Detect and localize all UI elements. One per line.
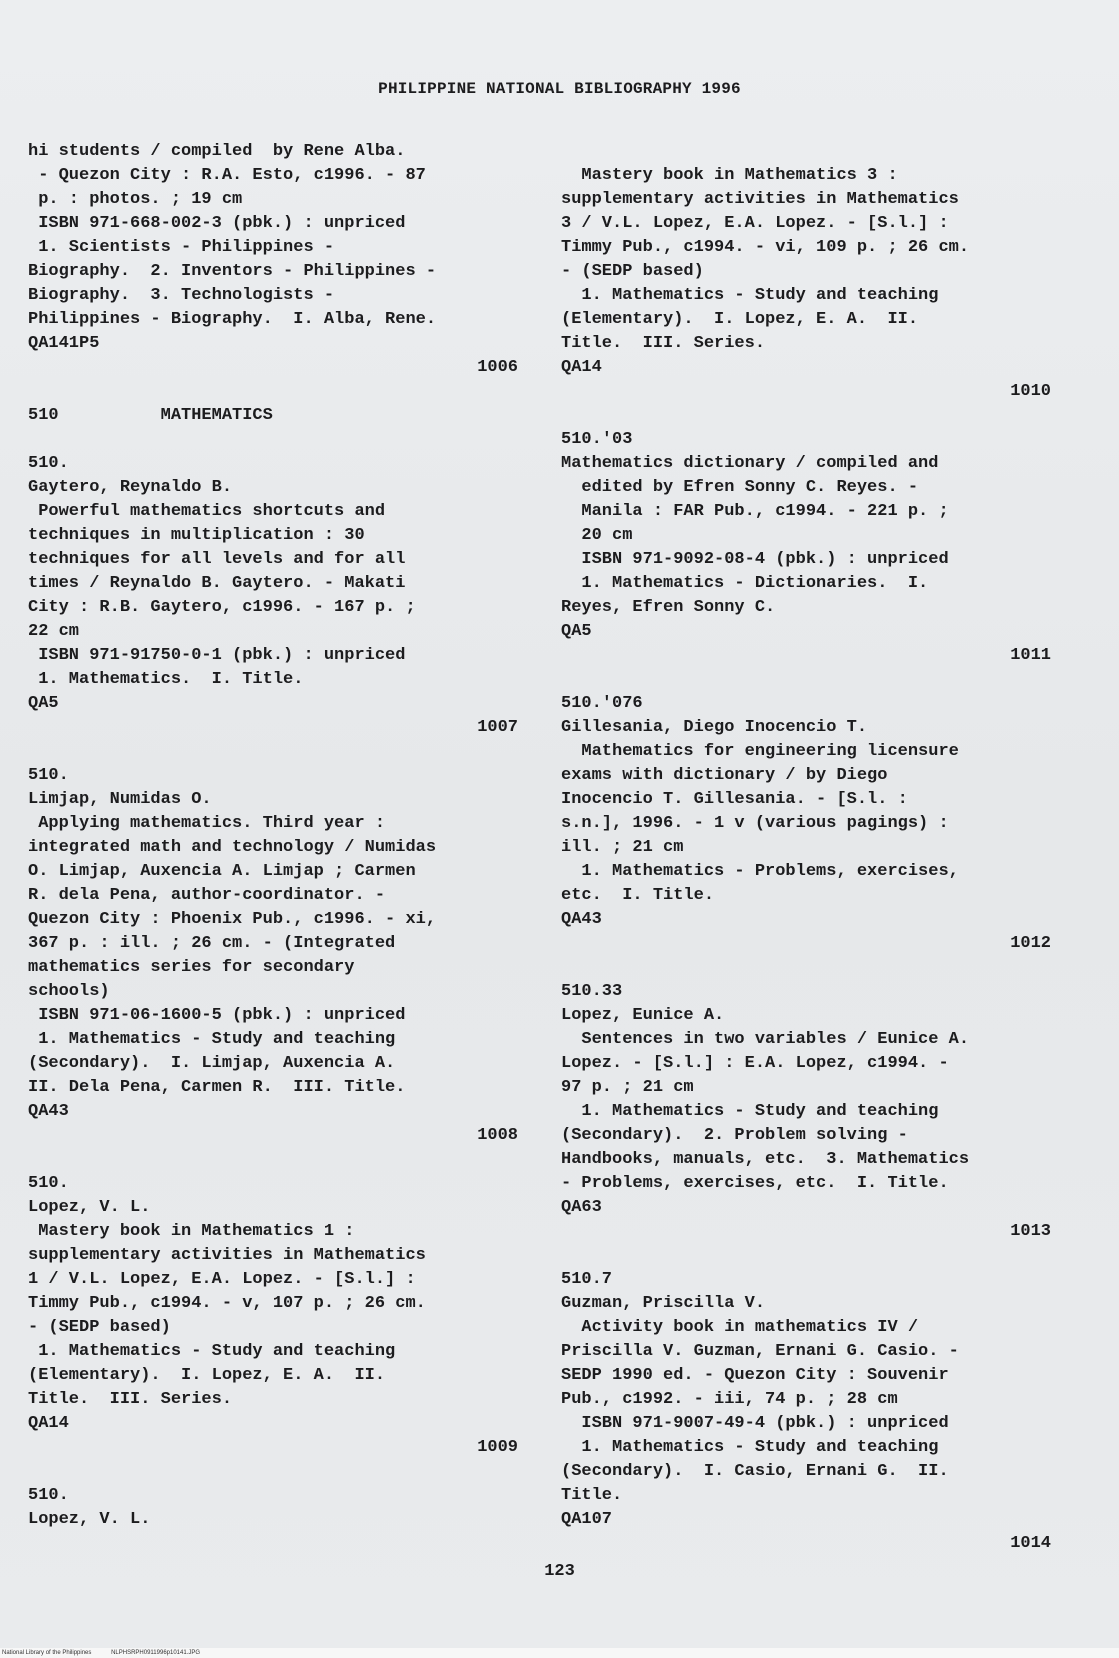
text-line: 510. bbox=[28, 454, 69, 473]
left-column bbox=[28, 140, 518, 1532]
text-line: Limjap, Numidas O. bbox=[28, 790, 212, 809]
text-line: edited by Efren Sonny C. Reyes. - bbox=[561, 478, 919, 497]
text-line: Activity book in mathematics IV / bbox=[561, 1318, 919, 1337]
text-line: Timmy Pub., c1994. - v, 107 p. ; 26 cm. bbox=[28, 1294, 426, 1313]
blank-line bbox=[561, 668, 1051, 692]
text-line: Mastery book in Mathematics 1 : bbox=[28, 1222, 355, 1241]
blank-line bbox=[28, 740, 518, 764]
text-line: Timmy Pub., c1994. - vi, 109 p. ; 26 cm. bbox=[561, 238, 970, 257]
text-line: hi students / compiled by Rene Alba. bbox=[28, 142, 406, 161]
text-line: ISBN 971-06-1600-5 (pbk.) : unpriced bbox=[28, 1006, 406, 1025]
text-line: schools) bbox=[28, 982, 110, 1001]
text-line: Lopez, Eunice A. bbox=[561, 1006, 725, 1025]
text-line: 1. Mathematics - Study and teaching bbox=[28, 1030, 396, 1049]
text-line: Powerful mathematics shortcuts and bbox=[28, 502, 386, 521]
text-line: integrated math and technology / Numidas bbox=[28, 838, 437, 857]
text-line: 20 cm bbox=[561, 526, 633, 545]
text-line: s.n.], 1996. - 1 v (various pagings) : bbox=[561, 814, 949, 833]
text-line: - Quezon City : R.A. Esto, c1996. - 87 bbox=[28, 166, 426, 185]
text-line: Guzman, Priscilla V. bbox=[561, 1294, 766, 1313]
blank-line bbox=[28, 1148, 518, 1172]
text-line: 1 / V.L. Lopez, E.A. Lopez. - [S.l.] : bbox=[28, 1270, 416, 1289]
blank-line bbox=[561, 1244, 1051, 1268]
text-line: 510 MATHEMATICS bbox=[28, 406, 273, 425]
entry-number: 1012 bbox=[1010, 934, 1051, 953]
text-line: 367 p. : ill. ; 26 cm. - (Integrated bbox=[28, 934, 396, 953]
text-line: Title. III. Series. bbox=[28, 1390, 233, 1409]
blank-line bbox=[28, 428, 518, 452]
text-line: - (SEDP based) bbox=[28, 1318, 171, 1337]
text-line: Priscilla V. Guzman, Ernani G. Casio. - bbox=[561, 1342, 959, 1361]
text-line: supplementary activities in Mathematics bbox=[28, 1246, 426, 1265]
text-line: 510.33 bbox=[561, 982, 623, 1001]
text-line: Applying mathematics. Third year : bbox=[28, 814, 386, 833]
blank-line bbox=[28, 1460, 518, 1484]
text-line: Mathematics dictionary / compiled and bbox=[561, 454, 939, 473]
text-line: Biography. 2. Inventors - Philippines - bbox=[28, 262, 437, 281]
text-line: supplementary activities in Mathematics bbox=[561, 190, 959, 209]
text-line: 1. Mathematics - Study and teaching bbox=[28, 1342, 396, 1361]
text-line: 1. Mathematics - Problems, exercises, bbox=[561, 862, 959, 881]
text-line: - (SEDP based) bbox=[561, 262, 704, 281]
text-line: 510. bbox=[28, 1486, 69, 1505]
text-line: techniques in multiplication : 30 bbox=[28, 526, 365, 545]
entry-number: 1009 bbox=[477, 1438, 518, 1457]
text-line: 1. Mathematics - Study and teaching bbox=[561, 1102, 939, 1121]
text-line: 3 / V.L. Lopez, E.A. Lopez. - [S.l.] : bbox=[561, 214, 949, 233]
text-line: SEDP 1990 ed. - Quezon City : Souvenir bbox=[561, 1366, 949, 1385]
text-line: II. Dela Pena, Carmen R. III. Title. bbox=[28, 1078, 406, 1097]
entry-number: 1013 bbox=[1010, 1222, 1051, 1241]
text-line: 510. bbox=[28, 766, 69, 785]
text-line: techniques for all levels and for all bbox=[28, 550, 406, 569]
text-line: QA43 bbox=[561, 910, 602, 929]
text-line: QA5 bbox=[561, 622, 592, 641]
footer-library: National Library of the Philippines bbox=[2, 1650, 92, 1656]
text-line: ISBN 971-668-002-3 (pbk.) : unpriced bbox=[28, 214, 406, 233]
text-line: (Secondary). 2. Problem solving - bbox=[561, 1126, 908, 1145]
text-line: ISBN 971-9007-49-4 (pbk.) : unpriced bbox=[561, 1414, 949, 1433]
text-line: 510.'03 bbox=[561, 430, 633, 449]
text-line: QA14 bbox=[561, 358, 602, 377]
text-line: 1. Scientists - Philippines - bbox=[28, 238, 335, 257]
entry-number: 1014 bbox=[1010, 1534, 1051, 1553]
text-line: Pub., c1992. - iii, 74 p. ; 28 cm bbox=[561, 1390, 898, 1409]
text-line: 1. Mathematics. I. Title. bbox=[28, 670, 304, 689]
page-number: 123 bbox=[544, 1562, 575, 1581]
text-line: mathematics series for secondary bbox=[28, 958, 355, 977]
text-line: ISBN 971-91750-0-1 (pbk.) : unpriced bbox=[28, 646, 406, 665]
page-header: PHILIPPINE NATIONAL BIBLIOGRAPHY 1996 bbox=[378, 80, 741, 98]
text-line: ill. ; 21 cm bbox=[561, 838, 684, 857]
text-line: QA63 bbox=[561, 1198, 602, 1217]
blank-line bbox=[561, 140, 1051, 164]
footer-file: NLPHSRPH0911996p10141.JPG bbox=[111, 1650, 201, 1656]
text-line: 1. Mathematics - Study and teaching bbox=[561, 1438, 939, 1457]
text-line: (Secondary). I. Limjap, Auxencia A. bbox=[28, 1054, 396, 1073]
text-line: Gaytero, Reynaldo B. bbox=[28, 478, 233, 497]
text-line: QA5 bbox=[28, 694, 59, 713]
text-line: etc. I. Title. bbox=[561, 886, 715, 905]
text-line: (Secondary). I. Casio, Ernani G. II. bbox=[561, 1462, 949, 1481]
blank-line bbox=[561, 956, 1051, 980]
blank-line bbox=[561, 404, 1051, 428]
entry-number: 1008 bbox=[477, 1126, 518, 1145]
text-line: 510.'076 bbox=[561, 694, 643, 713]
text-line: Gillesania, Diego Inocencio T. bbox=[561, 718, 868, 737]
text-line: City : R.B. Gaytero, c1996. - 167 p. ; bbox=[28, 598, 416, 617]
entry-number: 1006 bbox=[477, 358, 518, 377]
text-line: p. : photos. ; 19 cm bbox=[28, 190, 243, 209]
text-line: - Problems, exercises, etc. I. Title. bbox=[561, 1174, 949, 1193]
text-line: Lopez, V. L. bbox=[28, 1510, 151, 1529]
text-line: 1. Mathematics - Study and teaching bbox=[561, 286, 939, 305]
scan-footer bbox=[0, 1648, 1119, 1658]
text-line: exams with dictionary / by Diego bbox=[561, 766, 888, 785]
entry-number: 1011 bbox=[1010, 646, 1051, 665]
text-line: R. dela Pena, author-coordinator. - bbox=[28, 886, 386, 905]
text-line: Biography. 3. Technologists - bbox=[28, 286, 335, 305]
text-line: QA14 bbox=[28, 1414, 69, 1433]
text-line: Manila : FAR Pub., c1994. - 221 p. ; bbox=[561, 502, 949, 521]
text-line: Title. bbox=[561, 1486, 623, 1505]
text-line: Lopez. - [S.l.] : E.A. Lopez, c1994. - bbox=[561, 1054, 949, 1073]
text-line: ISBN 971-9092-08-4 (pbk.) : unpriced bbox=[561, 550, 949, 569]
text-line: Reyes, Efren Sonny C. bbox=[561, 598, 776, 617]
text-line: Quezon City : Phoenix Pub., c1996. - xi, bbox=[28, 910, 437, 929]
text-line: O. Limjap, Auxencia A. Limjap ; Carmen bbox=[28, 862, 416, 881]
entry-number: 1010 bbox=[1010, 382, 1051, 401]
text-line: Mastery book in Mathematics 3 : bbox=[561, 166, 898, 185]
text-line: QA141P5 bbox=[28, 334, 100, 353]
text-line: QA107 bbox=[561, 1510, 613, 1529]
text-line: Mathematics for engineering licensure bbox=[561, 742, 959, 761]
text-line: Lopez, V. L. bbox=[28, 1198, 151, 1217]
entry-number: 1007 bbox=[477, 718, 518, 737]
text-line: Title. III. Series. bbox=[561, 334, 766, 353]
text-line: Handbooks, manuals, etc. 3. Mathematics bbox=[561, 1150, 970, 1169]
text-line: (Elementary). I. Lopez, E. A. II. bbox=[28, 1366, 386, 1385]
text-line: 1. Mathematics - Dictionaries. I. bbox=[561, 574, 929, 593]
text-line: (Elementary). I. Lopez, E. A. II. bbox=[561, 310, 919, 329]
blank-line bbox=[28, 380, 518, 404]
text-line: Sentences in two variables / Eunice A. bbox=[561, 1030, 970, 1049]
text-line: QA43 bbox=[28, 1102, 69, 1121]
text-line: 510. bbox=[28, 1174, 69, 1193]
text-line: 510.7 bbox=[561, 1270, 613, 1289]
right-column bbox=[561, 140, 1051, 1556]
text-line: Philippines - Biography. I. Alba, Rene. bbox=[28, 310, 437, 329]
text-line: 22 cm bbox=[28, 622, 80, 641]
text-line: 97 p. ; 21 cm bbox=[561, 1078, 694, 1097]
text-line: Inocencio T. Gillesania. - [S.l. : bbox=[561, 790, 908, 809]
text-line: times / Reynaldo B. Gaytero. - Makati bbox=[28, 574, 406, 593]
